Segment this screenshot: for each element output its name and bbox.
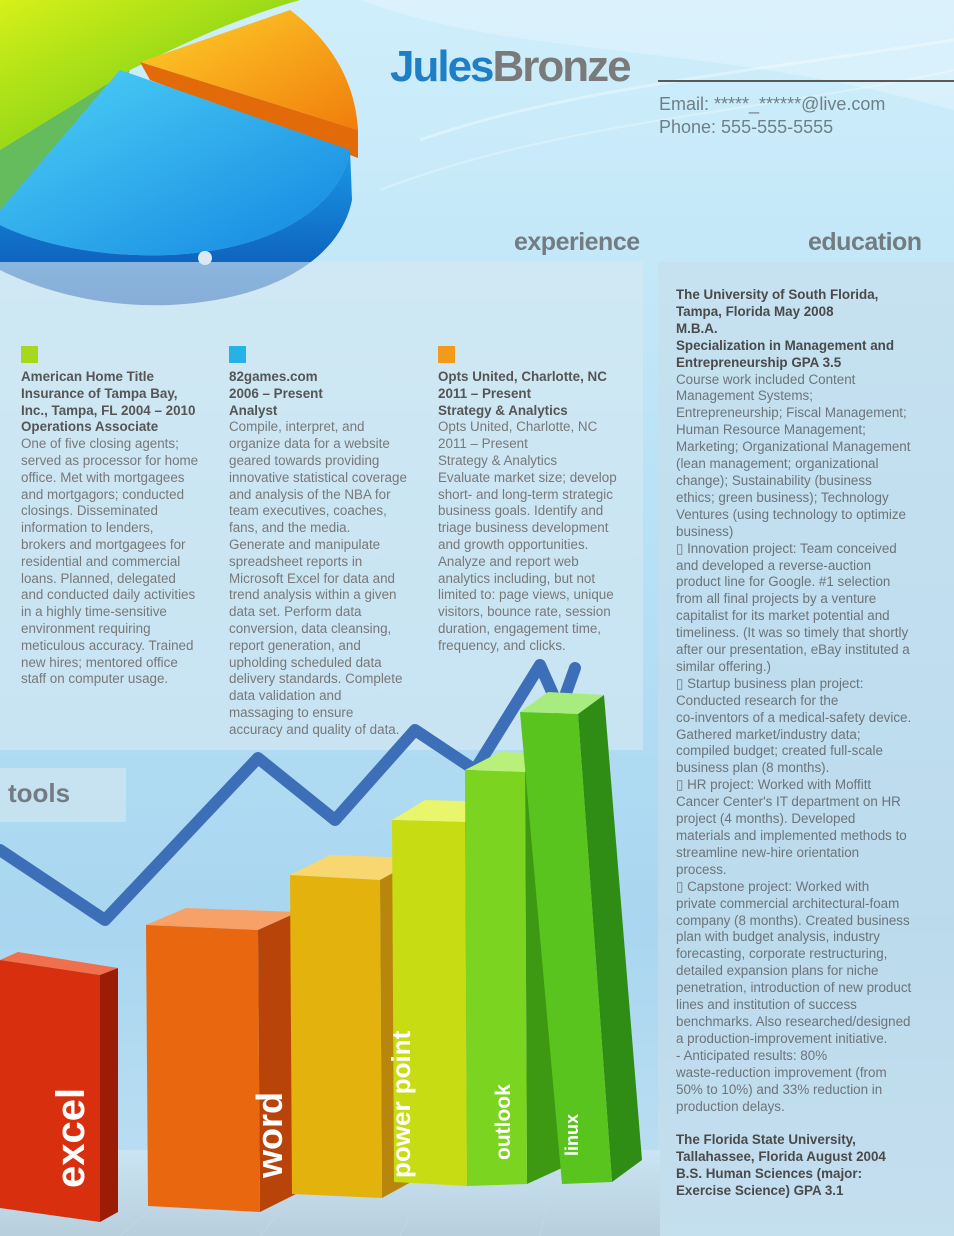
text-line: change); Sustainability (business [676,472,872,488]
text-line: upholding scheduled data [229,654,382,670]
heading-line: Tallahassee, Florida August 2004 [676,1149,886,1165]
text-line: Conducted research for the [676,692,839,708]
text-line: forecasting, corporate restructuring, [676,946,888,962]
text-line: office. Met with mortgagees [21,469,185,485]
job-heading [438,369,638,419]
text-line: Entrepreneurship; Fiscal Management; [676,405,907,421]
text-line: and conducted daily activities [21,587,196,603]
text-line: - Anticipated results: 80% [676,1047,828,1063]
text-line: process. [676,861,727,877]
header-divider [658,80,954,82]
heading-line: American Home Title [21,369,154,384]
text-line: closings. Disseminated [21,503,158,519]
bar-label-power-point: power point [386,1030,416,1178]
text-line: brokers and mortgagees for [21,536,186,552]
text-line: in a highly time-sensitive [21,604,167,620]
job-heading [229,369,429,419]
text-line: and growth opportunities. [438,536,589,552]
text-line: fans, and the media. [229,520,351,536]
text-line: delivery standards. Complete [229,671,403,687]
text-line: Gathered market/industry data; [676,726,861,742]
text-line: Management Systems; [676,388,813,404]
text-line: short- and long-term strategic [438,486,613,502]
text-line: lines and institution of success [676,997,857,1013]
text-line: data set. Perform data [229,604,362,620]
text-line: trend analysis within a given [229,587,397,603]
text-line: business plan (8 months). [676,760,830,776]
text-line: residential and commercial [21,553,181,569]
text-line: ethics; green business); Technology [676,489,889,505]
heading-line: The University of South Florida, [676,287,879,302]
text-line: and mortgagors; conducted [21,486,185,502]
text-line: frequency, and clicks. [438,637,566,653]
text-line: ▯ Innovation project: Team conceived [676,540,897,556]
text-line: Analyze and report web [438,553,579,569]
heading-line: Strategy & Analytics [438,402,568,418]
text-line: information to lenders, [21,520,154,536]
text-line: organize data for a website [229,436,390,452]
degree-heading [676,1132,938,1200]
heading-line: Entrepreneurship GPA 3.5 [676,354,842,370]
heading-line: Insurance of Tampa Bay, [21,385,178,401]
color-square [438,346,455,363]
text-line: Evaluate market size; develop [438,469,617,485]
experience-title: experience [514,228,640,256]
text-line: meticulous accuracy. Trained [21,637,194,653]
text-line: report generation, and [229,637,361,653]
email-line: Email: *****_******@live.com [659,94,886,114]
color-square [229,346,246,363]
text-line: Course work included Content [676,371,856,387]
job-heading [21,369,221,436]
text-line: from all final projects by a venture [676,591,877,607]
text-line: environment requiring [21,620,151,636]
education-content [676,287,938,1200]
heading-line: Specialization in Management and [676,337,895,353]
text-line: spreadsheet reports in [229,553,363,569]
tools-bar-graphic [0,650,660,1236]
bar-label-excel: excel [49,1087,93,1188]
phone-line: Phone: 555-555-5555 [659,117,834,137]
heading-line: B.S. Human Sciences (major: [676,1166,863,1182]
text-line: detailed expansion plans for niche [676,963,879,979]
text-line: massaging to ensure [229,704,354,720]
text-line: team executives, coaches, [229,503,387,519]
text-line: capitalist for its market potential and [676,608,890,624]
color-square [21,346,38,363]
text-line: Microsoft Excel for data and [229,570,395,586]
bar-label-word: word [249,1092,290,1178]
text-line: a production-improvement initiative. [676,1030,888,1046]
text-line: Ventures (using technology to optimize [676,506,907,522]
text-line: and developed a reverse-auction [676,557,872,573]
education-title: education [808,228,922,256]
text-line: Marketing; Organizational Management [676,439,911,455]
text-line: ▯ HR project: Worked with Moffitt [676,777,872,793]
heading-line: Opts United, Charlotte, NC [438,369,607,384]
text-line: loans. Planned, delegated [21,570,176,586]
text-line: Strategy & Analytics [438,452,558,468]
text-line: (lean management; organizational [676,456,879,472]
text-line: timeliness. (It was so timely that shortly [676,625,909,641]
text-line: business) [676,523,734,539]
candidate-name [390,42,630,92]
text-line: innovative statistical coverage [229,469,407,485]
text-line: Generate and manipulate [229,536,381,552]
heading-line: 2011 – Present [438,385,532,401]
spacer [676,1115,938,1132]
text-line: ▯ Startup business plan project: [676,675,864,691]
text-line: and analysis of the NBA for [229,486,391,502]
text-line: triage business development [438,520,609,536]
experience-column-1 [21,346,221,688]
heading-line: The Florida State University, [676,1132,856,1148]
tools-title: tools [8,778,71,808]
heading-line: 2006 – Present [229,385,323,401]
degree-heading [676,287,938,372]
text-line: limited to: page views, unique [438,587,614,603]
text-line: served as processor for home [21,452,199,468]
text-line: streamline new-hire orientation [676,844,860,860]
text-line: 50% to 10%) and 33% reduction in [676,1081,883,1097]
first-name: Jules [390,42,493,91]
heading-line: Tampa, Florida May 2008 [676,303,834,319]
text-line: conversion, data cleansing, [229,620,392,636]
text-line: accuracy and quality of data. [229,721,400,737]
text-line: new hires; mentored office [21,654,178,670]
job-description [438,419,638,654]
text-line: project (4 months). Developed [676,811,856,827]
heading-line: Operations Associate [21,419,159,435]
text-line: product line for Google. #1 selection [676,574,891,590]
text-line: business goals. Identify and [438,503,604,519]
degree-description [676,372,938,1116]
text-line: production delays. [676,1098,785,1114]
text-line: private commercial architectural-foam [676,895,900,911]
heading-line: M.B.A. [676,320,718,336]
text-line: after our presentation, eBay instituted a [676,642,910,658]
text-line: analytics including, but not [438,570,596,586]
text-line: visitors, bounce rate, session [438,604,611,620]
text-line: 2011 – Present [438,436,528,452]
text-line: duration, engagement time, [438,620,602,636]
text-line: data validation and [229,688,342,704]
text-line: company (8 months). Created business [676,912,910,928]
experience-column-3 [438,346,638,655]
last-name: Bronze [492,42,630,91]
heading-line: Analyst [229,402,278,418]
text-line: similar offering.) [676,658,772,674]
text-line: penetration, introduction of new product [676,980,912,996]
text-line: ▯ Capstone project: Worked with [676,878,870,894]
text-line: waste-reduction improvement (from [676,1064,887,1080]
text-line: staff on computer usage. [21,671,169,687]
text-line: compiled budget; created full-scale [676,743,883,759]
bar-label-outlook: outlook [492,1084,515,1160]
text-line: co-inventors of a medical-safety device. [676,709,912,725]
text-line: benchmarks. Also researched/designed [676,1013,911,1029]
heading-line: Exercise Science) GPA 3.1 [676,1183,844,1199]
text-line: One of five closing agents; [21,436,179,452]
text-line: materials and implemented methods to [676,828,907,843]
heading-line: Inc., Tampa, FL 2004 – 2010 [21,402,196,418]
text-line: plan with budget analysis, industry [676,929,880,945]
heading-line: 82games.com [229,369,318,384]
contact-info [659,93,885,139]
text-line: Human Resource Management; [676,422,866,438]
text-line: Compile, interpret, and [229,419,365,435]
text-line: Cancer Center's IT department on HR [676,794,901,810]
text-line: geared towards providing [229,452,380,468]
text-line: Opts United, Charlotte, NC [438,419,598,435]
bar-label-linux: linux [562,1113,582,1156]
